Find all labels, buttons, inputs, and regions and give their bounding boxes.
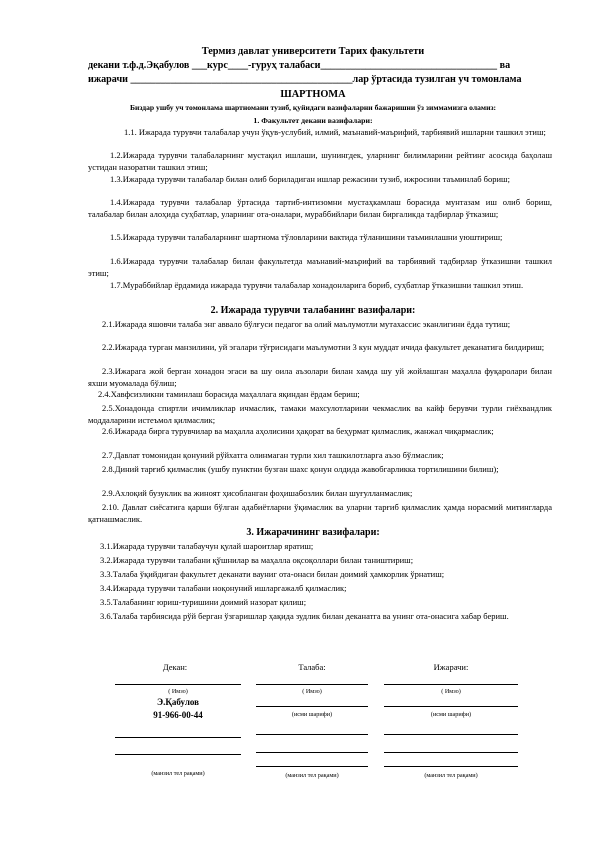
signature-line: [256, 684, 368, 685]
section2-item: 2.1.Ижарада яшовчи талаба энг аввало бўлғуси педагог ва олий маълумотли мутахассис эканлигини ёдда тутиш;: [102, 319, 511, 329]
section1-item: 1.1. Ижарада турувчи талабалар учун ўқув-услубий, илмий, маънавий-маърифий, тарбиявий ишларни ташкил этиш;: [124, 127, 546, 137]
intro-text: Биздар ушбу уч томонлама шартномани тузиб, қуйидаги вазифаларни бажаришни ўз зиммамизга оламиз:: [129, 103, 497, 112]
signature-dean-label: Декан:: [162, 662, 188, 672]
signature-line: [115, 737, 241, 738]
signature-student-name-hint: (исми шарифи): [291, 711, 333, 718]
signature-landlord-phone-hint: (манзил тел рақами): [424, 772, 478, 779]
header-landlord-line: ижарачи ____________________________________________лар ўртасида тузилган уч томонлама: [88, 74, 522, 85]
signature-line: [384, 766, 518, 767]
section1-item: 1.6.Ижарада турувчи талабалар билан факультетда маънавий-маърифий ва тарбиявий тадбирлар ўтказишни ташкил этиш;: [88, 256, 552, 278]
document-title: ШАРТНОМА: [280, 89, 346, 100]
section3-item: 3.2.Ижарада турувчи талабани қўшнилар ва маҳалла оқсоқоллари билан таништириш;: [100, 555, 414, 565]
signature-line: [115, 754, 241, 755]
header-university: Термиз давлат университети Тарих факультети: [201, 46, 425, 57]
signature-line: [256, 766, 368, 767]
section3-item: 3.4.Ижарада турувчи талабани ноқонуний ишларгажалб қилмаслик;: [100, 583, 347, 593]
signature-line: [115, 684, 241, 685]
signature-landlord-name-hint: (исми шарифи): [430, 711, 472, 718]
signature-landlord-hint: ( Имзо): [441, 688, 461, 695]
section2-item: 2.10. Давлат сиёсатига қарши бўлган адабиётларни ўқимаслик ва уларни тарғиб қилмаслик ҳамда норасмий митингларда қатнашмаслик.: [88, 502, 552, 524]
signature-line: [256, 752, 368, 753]
header-dean-line: декани т.ф.д.Эқабулов ___курс____-гуруҳ талабаси___________________________________ ва: [88, 60, 511, 71]
section3-item: 3.1.Ижарада турувчи талабаучун қулай шароитлар яратиш;: [100, 541, 314, 551]
signature-line: [384, 706, 518, 707]
section2-item: 2.6.Ижарада бирга турувчилар ва маҳалла аҳолисини ҳақорат ва беҳурмат қилмаслик, жанжал чиқармаслик;: [102, 426, 494, 436]
section3-item: 3.5.Талабанинг юриш-туришини доимий назорат қилиш;: [100, 597, 307, 607]
section2-heading: 2. Ижарада турувчи талабанинг вазифалари:: [210, 305, 416, 316]
section2-item: 2.9.Ахлоқий бузуклик ва жиноят ҳисобланган фоҳишабозлик билан шуғулланмаслик;: [102, 488, 413, 498]
section1-heading: 1. Факультет декани вазифалари:: [253, 116, 373, 125]
section2-item: 2.8.Диний тарғиб қилмаслик (ушбу пунктни бузган шахс қонун олдида жавобгарликка тортилишини билиш);: [102, 464, 499, 474]
section2-item: 2.4.Хавфсизликни таминлаш борасида маҳаллага яқиндан ёрдам бериш;: [98, 389, 360, 399]
signature-dean-phone-hint: (манзил тел рақами): [151, 770, 205, 777]
section1-item: 1.2.Ижарада турувчи талабаларнинг мустақил ишлаши, шунингдек, уларнинг билимларини рейтинг асосида баҳолаш устидан назоратни ташкил этиш;: [88, 150, 552, 172]
section3-heading: 3. Ижарачининг вазифалари:: [246, 527, 380, 538]
signature-student-label: Талаба:: [298, 662, 326, 672]
signature-landlord-label: Ижарачи:: [433, 662, 469, 672]
section1-item: 1.4.Ижарада турувчи талабалар ўртасида тартиб-интизомни мустаҳкамлаш борасида мунтазам иш олиб бориш, талабалар билан алоҳида суҳбатлар, уларнинг ота-оналари, мураббийлари билан биргаликда тадбирлар ўтказиш;: [88, 197, 552, 219]
signature-line: [384, 734, 518, 735]
signature-dean-hint: ( Имзо): [168, 688, 188, 695]
signature-line: [384, 752, 518, 753]
signature-line: [256, 706, 368, 707]
signature-student-phone-hint: (манзил тел рақами): [285, 772, 339, 779]
signature-line: [256, 734, 368, 735]
signature-dean-name: Э.Қабулов: [157, 697, 199, 707]
signature-student-hint: ( Имзо): [302, 688, 322, 695]
section1-item: 1.5.Ижарада турувчи талабаларнинг шартнома тўловларини вактида тўланишини таъминлашни уюштириш;: [110, 232, 503, 242]
signature-dean-phone: 91-966-00-44: [153, 710, 203, 720]
signature-line: [384, 684, 518, 685]
section2-item: 2.2.Ижарада турган манзилини, уй эгалари тўғрисидаги маълумотни 3 кун муддат ичида факультет деканатига билдириш;: [102, 342, 545, 352]
section2-item: 2.5.Хонадонда спиртли ичимликлар ичмаслик, тамаки махсулотларини чекмаслик ва кайф берувчи турли гиёхвандлик моддаларини истеъмол қилмаслик;: [88, 403, 552, 425]
section3-item: 3.3.Талаба ўқийдиган факультет деканати вауниг ота-онаси билан доимий ҳамкорлик ўрнатиш;: [100, 569, 445, 579]
section1-item: 1.7.Мураббийлар ёрдамида ижарада турувчи талабалар хонадонларига бориб, суҳбатлар ўтказишни ташкил этиш.: [110, 280, 524, 290]
section2-item: 2.7.Давлат томонидан қонуний рўйхатга олинмаган турли хил ташкилотларга аъзо бўлмаслик;: [102, 450, 444, 460]
section2-item: 2.3.Ижарага жой берган хонадон эгаси ва шу оила аъзолари билан хамда шу уй жойлашган маҳалла фуқаролари билан яхши муомалада бўлиш;: [88, 366, 552, 388]
section3-item: 3.6.Талаба тарбиясида рўй берган ўзгаришлар ҳақида зудлик билан деканатга ва унинг ота-онасига хабар бериш.: [100, 611, 509, 621]
section1-item: 1.3.Ижарада турувчи талабалар билан олиб бориладиган ишлар режасини тузиб, ижросини таъминлаб бориш;: [110, 174, 510, 184]
